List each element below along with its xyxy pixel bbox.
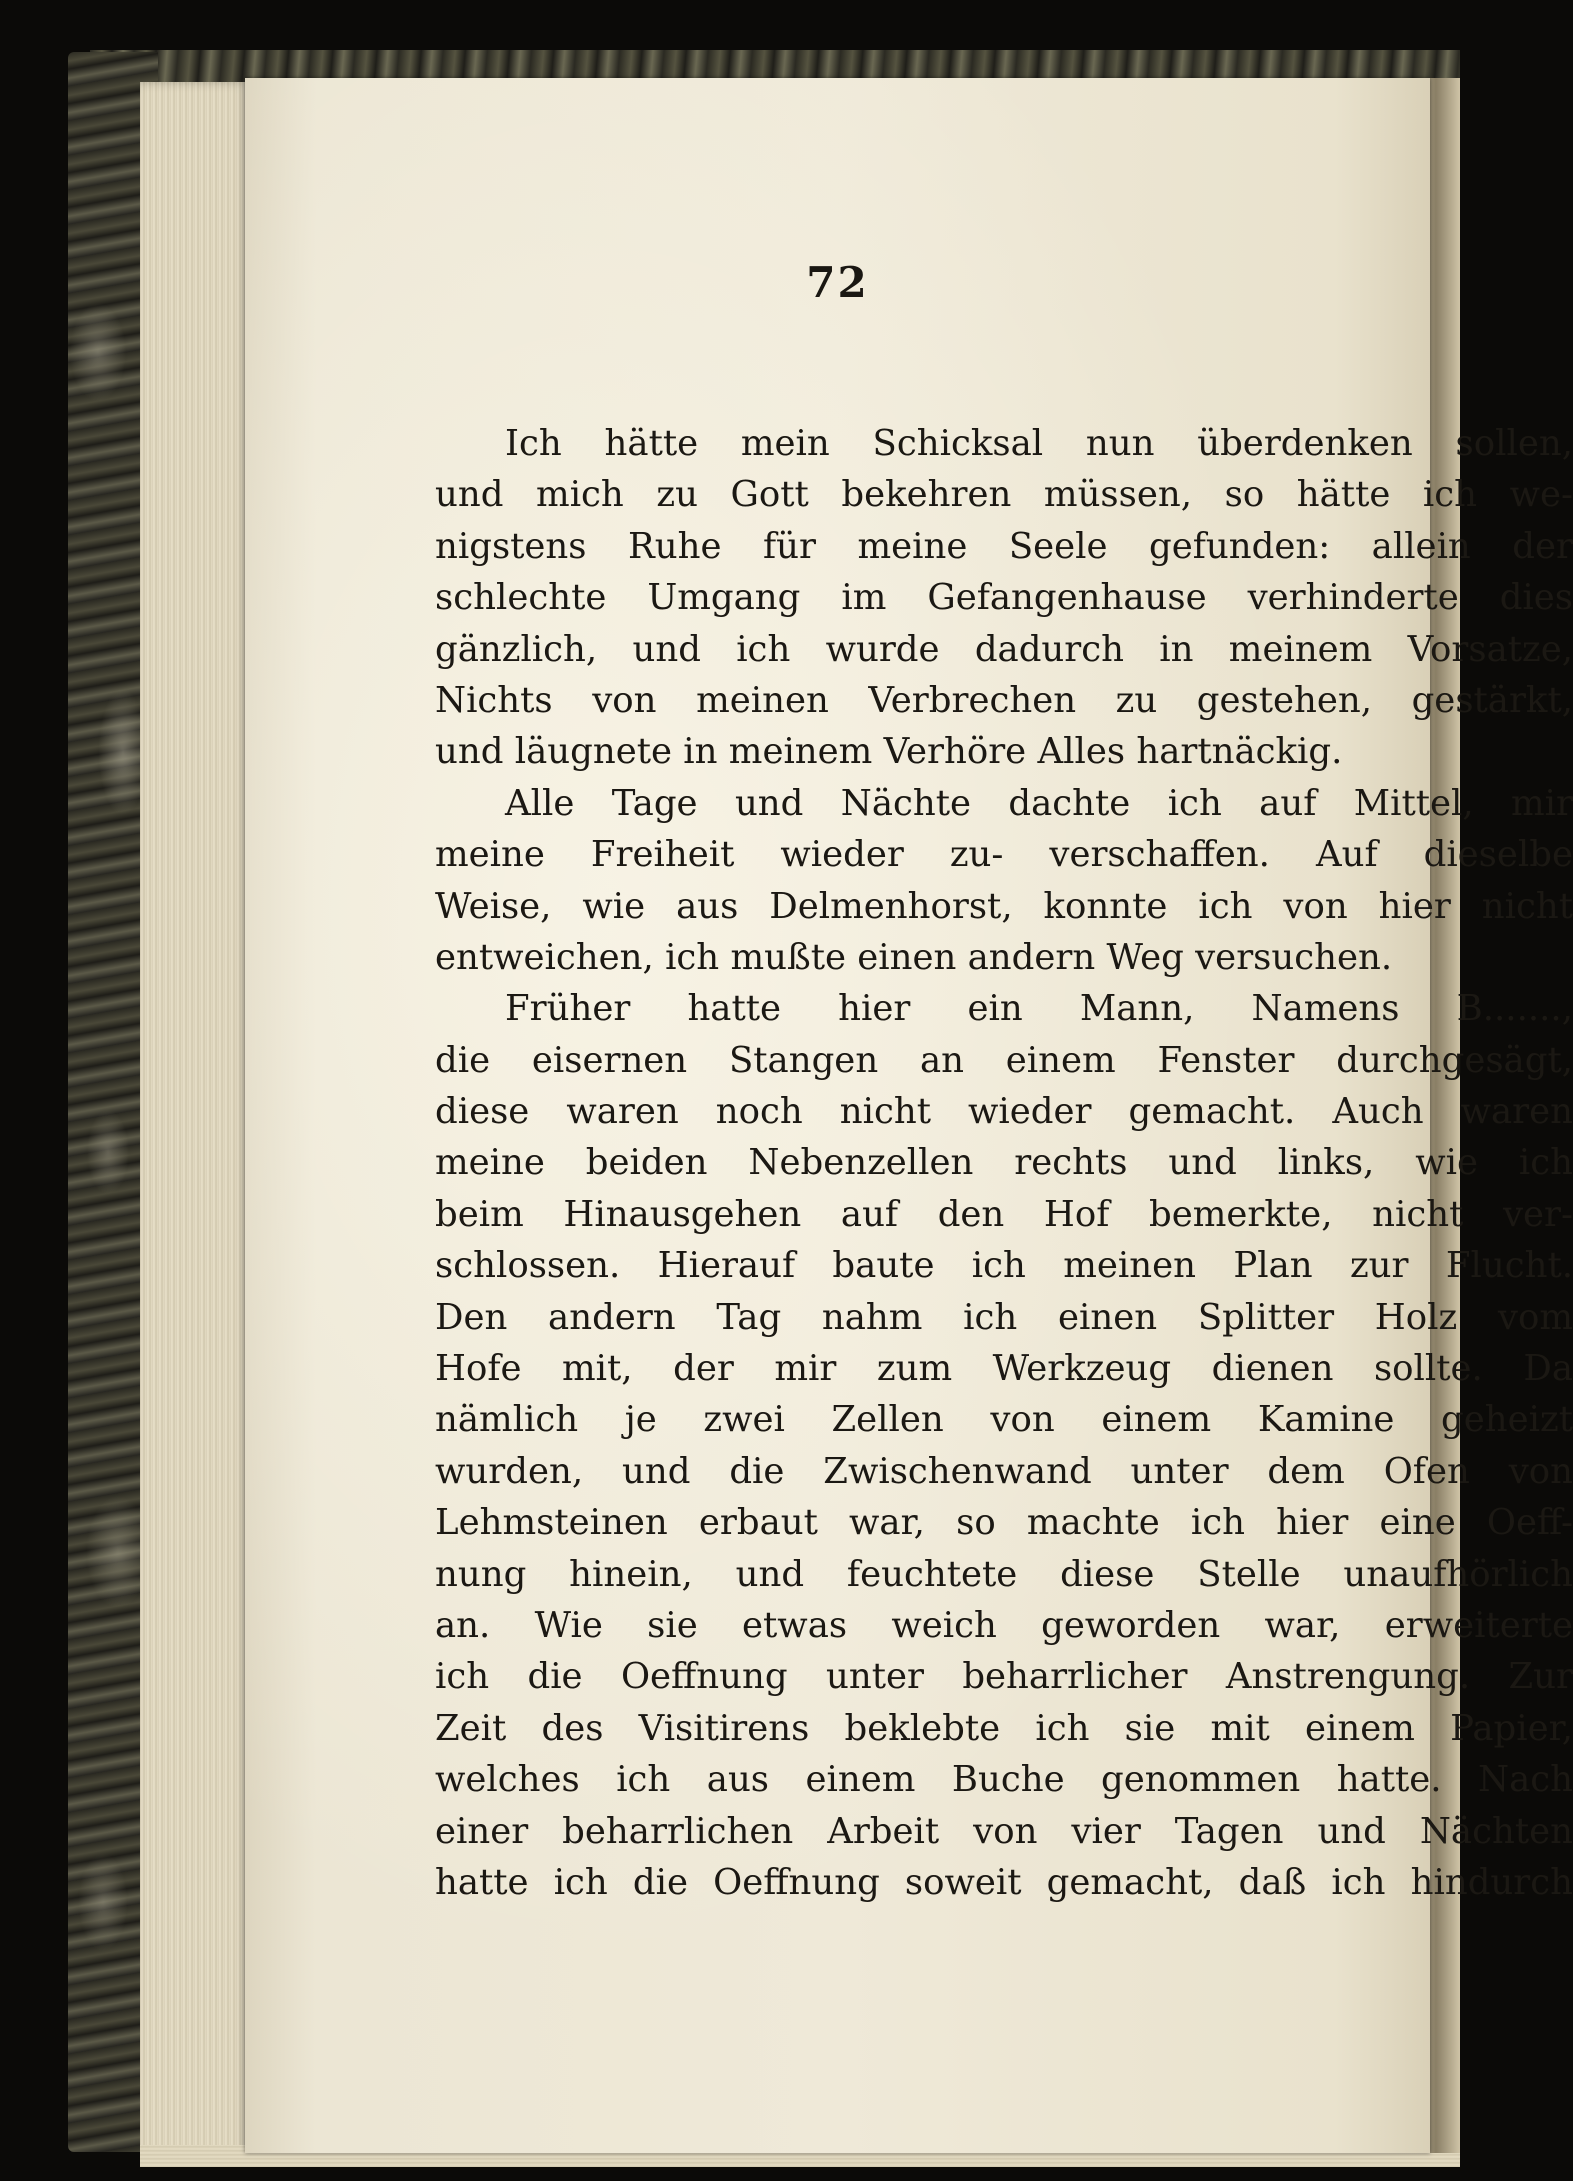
text-line: entweichen, ich mußte einen andern Weg versuchen. (435, 936, 1393, 978)
text-line: wurden, und die Zwischenwand unter dem Ofen von (435, 1450, 1573, 1492)
text-line: Alle Tage und Nächte dachte ich auf Mittel, mir (505, 782, 1573, 824)
text-line: welches ich aus einem Buche genommen hatte. Nach (435, 1759, 1573, 1801)
text-line: Weise, wie aus Delmenhorst, konnte ich von hier nicht (435, 885, 1573, 927)
text-line: nämlich je zwei Zellen von einem Kamine geheizt (435, 1399, 1573, 1441)
text-line: gänzlich, und ich wurde dadurch in meinem Vorsatze, (435, 628, 1573, 670)
text-line: ich die Oeffnung unter beharrlicher Anstrengung. Zur (435, 1656, 1573, 1698)
text-line: nung hinein, und feuchtete diese Stelle unaufhörlich (435, 1553, 1573, 1595)
text-line: nigstens Ruhe für meine Seele gefunden: allein der (435, 525, 1573, 567)
text-line: an. Wie sie etwas weich geworden war, erweiterte (435, 1604, 1573, 1646)
page-number: 72 (806, 258, 869, 307)
text-line: die eisernen Stangen an einem Fenster durchgesägt, (435, 1039, 1573, 1081)
page-edges (140, 82, 250, 2167)
text-line: und läugnete in meinem Verhöre Alles hartnäckig. (435, 731, 1343, 773)
book-page (245, 78, 1573, 2153)
text-line: Früher hatte hier ein Mann, Namens B......., (505, 988, 1573, 1030)
text-line: beim Hinausgehen auf den Hof bemerkte, nicht ver- (435, 1193, 1573, 1235)
text-line: hatte ich die Oeffnung soweit gemacht, daß ich hindurch (435, 1861, 1573, 1903)
text-line: Hofe mit, der mir zum Werkzeug dienen sollte. Da (435, 1348, 1573, 1390)
body-text (435, 418, 1573, 1908)
text-line: und mich zu Gott bekehren müssen, so hätte ich we- (435, 474, 1573, 516)
text-line: Ich hätte mein Schicksal nun überdenken sollen, (505, 423, 1573, 464)
text-line: Zeit des Visitirens beklebte ich sie mit einem Papier, (435, 1707, 1573, 1749)
text-line: meine beiden Nebenzellen rechts und links, wie ich (435, 1142, 1573, 1184)
text-line: schlechte Umgang im Gefangenhause verhinderte dies (435, 577, 1573, 619)
text-line: Nichts von meinen Verbrechen zu gestehen, gestärkt, (435, 679, 1573, 721)
text-line: Lehmsteinen erbaut war, so machte ich hier eine Oeff- (435, 1502, 1573, 1544)
text-line: Den andern Tag nahm ich einen Splitter Holz vom (435, 1296, 1573, 1338)
text-line: einer beharrlichen Arbeit von vier Tagen und Nächten (435, 1810, 1573, 1852)
text-line: schlossen. Hierauf baute ich meinen Plan zur Flucht. (435, 1245, 1573, 1287)
text-line: meine Freiheit wieder zu- verschaffen. Auf dieselbe (435, 834, 1573, 876)
text-line: diese waren noch nicht wieder gemacht. Auch waren (435, 1091, 1573, 1133)
